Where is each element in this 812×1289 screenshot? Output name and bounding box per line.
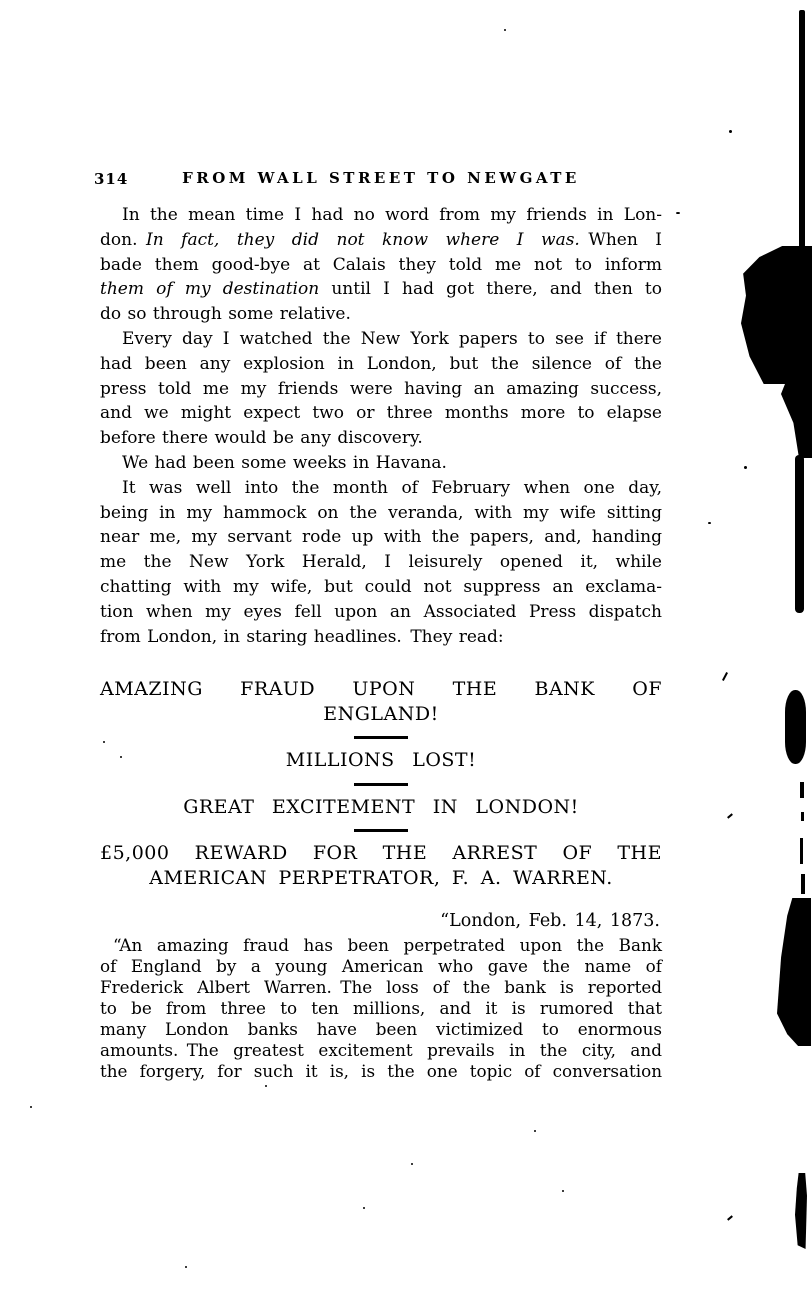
text-line — [100, 935, 662, 956]
text-line — [100, 600, 662, 625]
text-line — [100, 377, 662, 402]
paragraph-3 — [100, 451, 662, 476]
ink-speck — [708, 522, 711, 524]
text-segment: It was well into the month of February when one day, — [122, 477, 662, 498]
page-header — [94, 169, 662, 189]
text-line — [100, 1019, 662, 1040]
text-segment: chatting with my wife, but could not suppress an exclama- — [100, 576, 662, 597]
ink-speck — [185, 1266, 187, 1268]
ink-speck — [722, 672, 728, 681]
text-segment: When I — [579, 229, 662, 250]
ink-speck — [727, 1215, 733, 1220]
text-segment: and we might expect two or three months more to elapse — [100, 403, 662, 424]
text-segment: the forgery, for such it is, is the one topic of conversation — [100, 1060, 662, 1081]
dispatch-dateline: “London, Feb. 14, 1873. — [440, 911, 660, 932]
paragraph-2 — [100, 327, 662, 451]
text-segment-italic: In fact, they did not know where I was. — [137, 229, 580, 250]
text-segment: bade them good-bye at Calais they told me not to inform — [100, 254, 662, 275]
text-line — [100, 956, 662, 977]
text-line — [100, 977, 662, 998]
text-segment: until I had got there, and then to — [319, 279, 662, 300]
text-line — [100, 352, 662, 377]
ink-speck — [30, 1106, 32, 1108]
text-segment: from London, in staring headlines. They read: — [100, 626, 504, 647]
ink-speck — [676, 212, 680, 214]
scan-smudge — [800, 838, 803, 864]
ink-speck — [103, 741, 105, 743]
scan-smudge — [799, 10, 805, 250]
ink-speck — [727, 813, 733, 818]
scan-smudge — [795, 455, 804, 613]
headline-great-excitement: GREAT EXCITEMENT IN LONDON! — [183, 795, 579, 818]
headline-reward-line1: £5,000 REWARD FOR THE ARREST OF THE — [100, 842, 662, 865]
text-segment: We had been some weeks in Havana. — [122, 452, 447, 473]
text-segment: before there would be any discovery. — [100, 428, 423, 449]
headline-millions-lost: MILLIONS LOST! — [285, 749, 477, 772]
text-line — [100, 575, 662, 600]
headline-divider — [354, 829, 408, 832]
scan-smudge — [795, 1173, 807, 1249]
text-segment: do so through some relative. — [100, 304, 351, 325]
ink-speck — [504, 29, 506, 31]
scan-smudge — [741, 246, 812, 384]
text-line — [100, 253, 662, 278]
page-number: 314 — [94, 170, 129, 188]
text-line — [100, 1061, 662, 1082]
text-segment-italic: them of my destination — [100, 279, 320, 300]
running-title: FROM WALL STREET TO NEWGATE — [182, 169, 580, 187]
text-segment: don. — [100, 229, 138, 250]
text-segment: tion when my eyes fell upon an Associated Press dispatch — [100, 601, 662, 622]
text-segment: had been any explosion in London, but the silence of the — [100, 353, 662, 374]
scan-smudge — [777, 898, 811, 1046]
ink-speck — [363, 1207, 365, 1209]
text-segment: Frederick Albert Warren. The loss of the bank is reported — [100, 977, 662, 998]
text-column — [100, 203, 662, 1082]
text-line — [100, 550, 662, 575]
ink-speck — [411, 1163, 413, 1165]
headline-amazing-fraud-line1: AMAZING FRAUD UPON THE BANK OF — [100, 678, 662, 701]
headline-block — [100, 677, 662, 890]
headline-reward-line2: AMERICAN PERPETRATOR, F. A. WARREN. — [149, 866, 613, 889]
text-line — [100, 277, 662, 302]
dispatch-paragraph — [100, 935, 662, 1081]
text-line — [100, 525, 662, 550]
text-segment: of England by a young American who gave the name of — [100, 956, 662, 977]
scan-smudge — [801, 812, 804, 821]
ink-speck — [265, 1085, 267, 1087]
text-segment: amounts. The greatest excitement prevails in the city, and — [100, 1039, 662, 1060]
text-line — [100, 476, 662, 501]
text-line — [100, 998, 662, 1019]
text-line — [100, 228, 662, 253]
scan-smudge — [781, 380, 812, 458]
headline-divider — [354, 783, 408, 786]
text-segment: press told me my friends were having an amazing success, — [100, 378, 662, 399]
text-line — [100, 501, 662, 526]
text-line — [100, 401, 662, 426]
ink-speck — [562, 1190, 564, 1192]
scan-smudge — [785, 690, 806, 764]
text-line — [100, 426, 662, 451]
text-segment: to be from three to ten millions, and it is rumored that — [100, 998, 662, 1019]
paragraph-1 — [100, 203, 662, 327]
text-line — [100, 203, 662, 228]
text-segment: In the mean time I had no word from my friends in Lon- — [122, 205, 662, 225]
text-line — [100, 327, 662, 352]
ink-speck — [534, 1130, 536, 1132]
scan-smudge — [800, 782, 804, 798]
text-segment: Every day I watched the New York papers to see if there — [122, 328, 662, 349]
headline-amazing-fraud-line2: ENGLAND! — [323, 702, 439, 725]
text-segment: being in my hammock on the veranda, with my wife sitting — [100, 502, 662, 523]
text-line — [100, 625, 662, 650]
ink-speck — [729, 130, 732, 133]
scan-smudge — [801, 874, 805, 894]
headline-divider — [354, 736, 408, 739]
paragraph-4 — [100, 476, 662, 650]
ink-speck — [120, 756, 122, 758]
ink-speck — [744, 466, 747, 469]
text-line — [100, 451, 662, 476]
text-segment: me the New York Herald, I leisurely opened it, while — [100, 552, 662, 573]
text-line — [100, 302, 662, 327]
text-segment: near me, my servant rode up with the papers, and, handing — [100, 527, 662, 548]
text-line — [100, 1040, 662, 1061]
text-segment: “An amazing fraud has been perpetrated upon the Bank — [113, 935, 662, 956]
text-segment: many London banks have been victimized to enormous — [100, 1018, 662, 1039]
